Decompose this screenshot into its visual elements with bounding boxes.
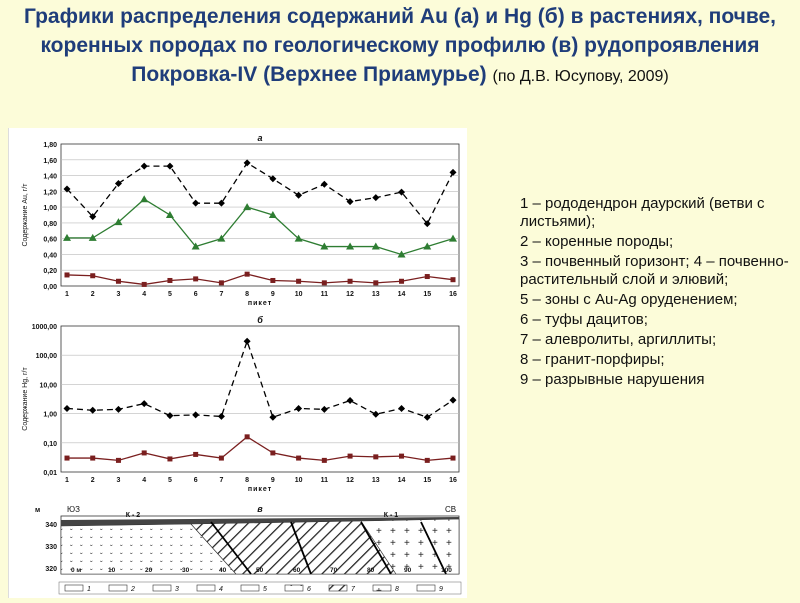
x-tick-label: 4 (142, 477, 147, 484)
x-axis-label: пикет (247, 300, 273, 307)
x-tick-label: 40 (219, 567, 227, 574)
legend-symbol (417, 585, 435, 591)
x-tick-label: 10 (294, 291, 303, 298)
x-tick-label: 70 (330, 567, 338, 574)
series-3-point (142, 282, 147, 287)
legend-symbol-number: 1 (87, 586, 91, 593)
x-axis-label: пикет (247, 486, 273, 493)
legend-symbol (373, 585, 391, 591)
series-2-point (322, 458, 327, 463)
series-3-point (90, 273, 95, 278)
series-2-point (451, 456, 456, 461)
legend-item-7: 7 – алевролиты, аргиллиты; (520, 331, 717, 348)
x-tick-label: 14 (397, 291, 406, 298)
y-tick-label: 1,20 (43, 189, 57, 197)
direction-ne: СВ (445, 505, 457, 514)
series-2-point (167, 456, 172, 461)
legend-symbol-number: 7 (351, 586, 355, 593)
zone-label-k1: К - 1 (383, 512, 399, 519)
series-2-point (348, 454, 353, 459)
series-2-point (65, 456, 70, 461)
x-tick-label: 14 (397, 477, 406, 484)
legend-item-5: 5 – зоны с Au-Ag оруденением; (520, 291, 738, 308)
panel-label: в (257, 504, 263, 514)
y-axis-label: Содержание Au, г/т (22, 183, 29, 247)
profile-charts (9, 128, 467, 598)
legend-symbol (109, 585, 127, 591)
x-tick-label: 13 (371, 477, 380, 484)
series-2-point (296, 456, 301, 461)
x-tick-label: 12 (346, 477, 354, 484)
x-tick-label: 11 (320, 477, 329, 484)
legend-symbol-number: 2 (131, 586, 135, 593)
y-tick-label: 1,60 (43, 157, 57, 165)
legend-item-6: 6 – туфы дацитов; (520, 311, 648, 328)
series-3-point (451, 277, 456, 282)
x-tick-label: 7 (219, 477, 224, 484)
series-3-point (296, 279, 301, 284)
figure-panel (8, 128, 467, 598)
legend-symbol (285, 585, 303, 591)
panel-label: а (257, 133, 263, 143)
x-tick-label: 5 (167, 291, 172, 298)
x-tick-label: 30 (182, 567, 190, 574)
x-tick-label: 0 м (71, 567, 82, 574)
series-2-point (219, 456, 224, 461)
legend-symbol-number: 9 (439, 586, 443, 593)
y-axis-label: м (35, 507, 41, 514)
series-3-point (322, 280, 327, 285)
y-tick-label: 0,00 (43, 284, 57, 291)
x-tick-label: 8 (245, 477, 250, 484)
legend-item-2: 2 – коренные породы; (520, 233, 674, 250)
series-3-point (425, 274, 430, 279)
x-tick-label: 1 (65, 291, 69, 298)
x-tick-label: 10 (294, 477, 303, 484)
y-axis-label: Содержание Hg, г/т (22, 367, 29, 431)
y-tick-label: 10,00 (39, 382, 57, 390)
y-tick-label: 1000,00 (31, 324, 57, 331)
x-tick-label: 9 (270, 477, 275, 484)
x-tick-label: 50 (256, 567, 264, 574)
x-tick-label: 12 (346, 291, 354, 298)
x-tick-label: 90 (404, 567, 412, 574)
y-tick-label: 0,20 (43, 268, 57, 276)
x-tick-label: 4 (142, 291, 147, 298)
x-tick-label: 3 (116, 477, 121, 484)
x-tick-label: 5 (167, 477, 172, 484)
x-tick-label: 3 (116, 291, 121, 298)
series-3-point (245, 272, 250, 277)
direction-sw: ЮЗ (67, 505, 80, 514)
x-tick-label: 8 (245, 291, 250, 298)
series-2-point (373, 454, 378, 459)
y-tick-label: 0,10 (43, 440, 57, 448)
x-tick-label: 10 (108, 567, 116, 574)
x-tick-label: 9 (270, 291, 275, 298)
series-3-point (348, 279, 353, 284)
zone-label-k2: К - 2 (125, 512, 141, 519)
x-tick-label: 16 (449, 477, 457, 484)
y-tick-label: 0,01 (43, 470, 57, 477)
legend-item-1: 1 – рододендрон даурский (ветви с листьями); (520, 195, 765, 230)
series-3-point (373, 280, 378, 285)
legend-symbol (153, 585, 171, 591)
y-tick-label: 1,40 (43, 173, 57, 181)
y-tick-label: 320 (45, 566, 57, 573)
legend-symbol (65, 585, 83, 591)
series-2-point (399, 454, 404, 459)
series-2-point (425, 458, 430, 463)
y-tick-label: 340 (45, 522, 57, 529)
plot-frame (61, 326, 459, 472)
panel-label: б (257, 315, 263, 325)
legend-symbol-number: 8 (395, 586, 399, 593)
series-3-point (399, 279, 404, 284)
slide-title (10, 2, 790, 91)
x-tick-label: 2 (90, 477, 95, 484)
series-2-point (116, 458, 121, 463)
series-3-point (116, 279, 121, 284)
legend-item-9: 9 – разрывные нарушения (520, 371, 705, 388)
x-tick-label: 80 (367, 567, 375, 574)
y-tick-label: 1,80 (43, 142, 57, 149)
y-tick-label: 1,00 (43, 205, 57, 213)
x-tick-label: 100 (441, 567, 452, 574)
series-3-point (167, 278, 172, 283)
x-tick-label: 60 (293, 567, 301, 574)
legend-symbol (329, 585, 347, 591)
series-3-point (270, 278, 275, 283)
legend-item-3: 3 – почвенный горизонт; 4 – почвенно-растительный слой и элювий; (520, 253, 789, 288)
x-tick-label: 15 (423, 477, 432, 484)
legend-symbol-number: 5 (263, 586, 267, 593)
title-author: (по Д.В. Юсупову, 2009) (492, 68, 669, 85)
legend-symbol-number: 4 (219, 586, 223, 593)
series-2-point (90, 456, 95, 461)
legend-symbol (241, 585, 259, 591)
x-tick-label: 13 (371, 291, 380, 298)
series-2-point (142, 450, 147, 455)
x-tick-label: 6 (193, 291, 198, 298)
plot-frame (61, 144, 459, 286)
y-tick-label: 1,00 (43, 411, 57, 419)
y-tick-label: 100,00 (35, 353, 57, 361)
title-main: Графики распределения содержаний Au (а) и Hg (б) в растениях, почве, коренных породах по геологическому профилю (в) рудопроявления Покровка-IV (Верхнее Приамурье) (23, 5, 777, 86)
x-tick-label: 1 (65, 477, 69, 484)
x-tick-label: 15 (423, 291, 432, 298)
series-3-point (65, 272, 70, 277)
series-2-point (270, 450, 275, 455)
legend-symbol-number: 3 (175, 586, 179, 593)
y-tick-label: 330 (45, 544, 57, 551)
x-tick-label: 7 (219, 291, 224, 298)
series-3-point (193, 276, 198, 281)
y-tick-label: 0,40 (43, 252, 57, 260)
series-3-point (219, 280, 224, 285)
legend-item-8: 8 – гранит-порфиры; (520, 351, 665, 368)
x-tick-label: 6 (193, 477, 198, 484)
x-tick-label: 2 (90, 291, 95, 298)
y-tick-label: 0,80 (43, 220, 57, 228)
y-tick-label: 0,60 (43, 236, 57, 244)
x-tick-label: 11 (320, 291, 329, 298)
x-tick-label: 16 (449, 291, 457, 298)
x-tick-label: 20 (145, 567, 153, 574)
legend-symbol (197, 585, 215, 591)
series-2-point (193, 452, 198, 457)
legend-list (520, 195, 790, 391)
series-2-point (245, 434, 250, 439)
legend-symbol-number: 6 (307, 586, 311, 593)
